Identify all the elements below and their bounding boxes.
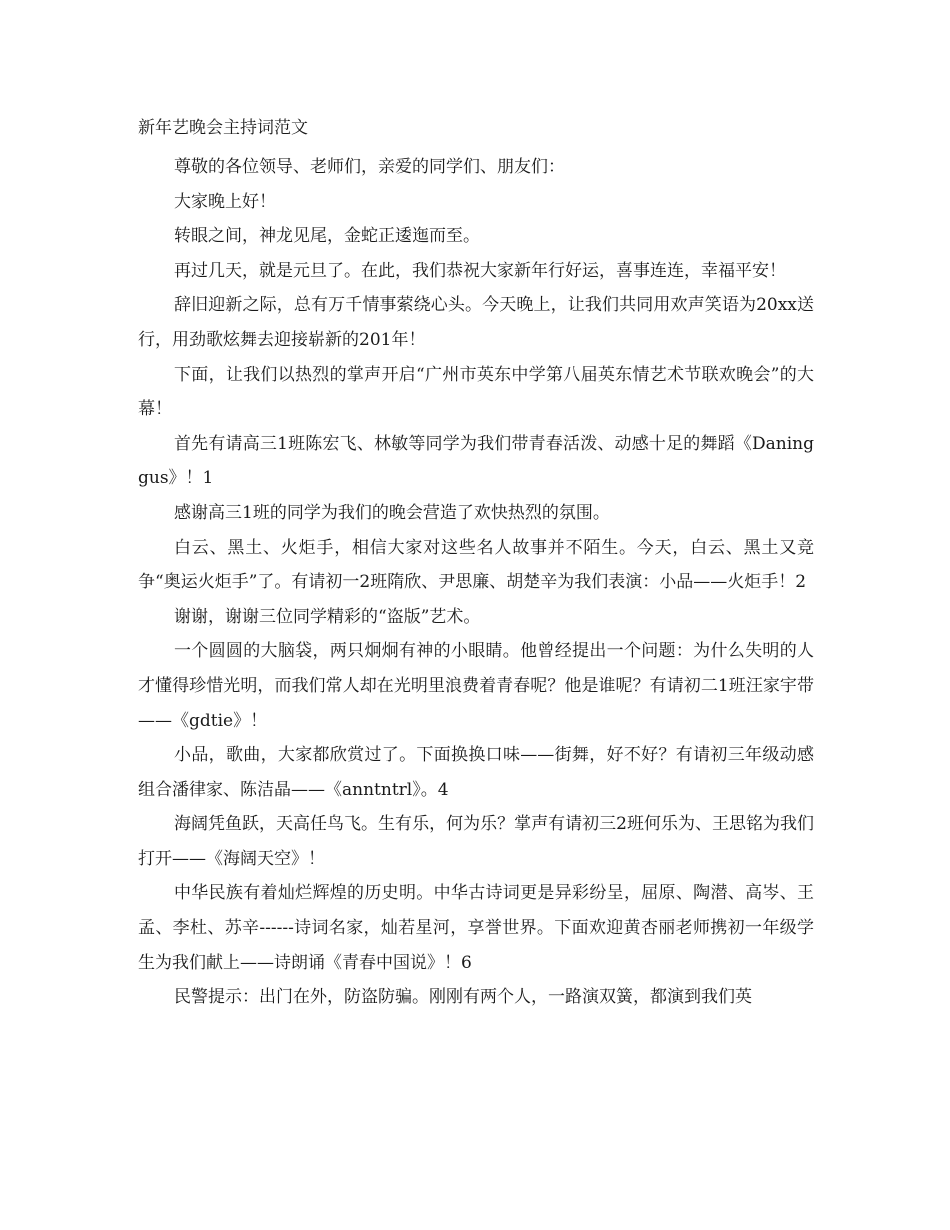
paragraph-farewell: 辞旧迎新之际，总有万千情事萦绕心头。今天晚上，让我们共同用欢声笑语为20xx送行，用劲歌炫舞去迎接崭新的201年！ <box>138 295 814 350</box>
paragraph-greeting: 尊敬的各位领导、老师们，亲爱的同学们、朋友们： <box>174 157 565 177</box>
paragraph-program-4: 小品，歌曲，大家都欣赏过了。下面换换口味——街舞，好不好？有请初三年级动感组合潘律家、陈洁晶——《anntntrl》。4 <box>138 745 814 800</box>
paragraph-opening: 下面，让我们以热烈的掌声开启“广州市英东中学第八届英东情艺术节联欢晚会”的大幕！ <box>138 364 814 420</box>
paragraph-thanks-2: 谢谢，谢谢三位同学精彩的“盗版”艺术。 <box>174 606 481 627</box>
paragraph-thanks-1: 感谢高三1班的同学为我们的晚会营造了欢快热烈的氛围。 <box>174 502 610 523</box>
paragraph-program-3: 一个圆圆的大脑袋，两只炯炯有神的小眼睛。他曾经提出一个问题：为什么失明的人才懂得珍惜光明，而我们常人却在光明里浪费着青春呢？他是谁呢？有请初二1班汪家宇带——《gdtie》！ <box>138 641 814 731</box>
paragraph-snake-year: 转眼之间，神龙见尾，金蛇正逶迤而至。 <box>174 226 480 247</box>
document-title: 新年艺晚会主持词范文 <box>138 118 308 138</box>
paragraph-program-5: 海阔凭鱼跃，天高任鸟飞。生有乐，何为乐？掌声有请初三2班何乐为、王思铭为我们打开——《海阔天空》！ <box>138 814 814 869</box>
paragraph-good-evening: 大家晚上好！ <box>174 191 276 212</box>
paragraph-new-year-wishes: 再过几天，就是元旦了。在此，我们恭祝大家新年行好运，喜事连连，幸福平安！ <box>174 260 786 281</box>
paragraph-program-2: 白云、黑土、火炬手，相信大家对这些名人故事并不陌生。今天，白云、黑土又竞争“奥运火炬手”了。有请初一2班隋欣、尹思廉、胡楚辛为我们表演：小品——火炬手！2 <box>138 537 814 593</box>
document-body <box>138 150 814 1015</box>
paragraph-police-tip: 民警提示：出门在外，防盗防骗。刚刚有两个人，一路演双簧，都演到我们英 <box>174 987 752 1008</box>
paragraph-program-1: 首先有请高三1班陈宏飞、林敏等同学为我们带青春活泼、动感十足的舞蹈《Daninggus》！1 <box>138 433 814 489</box>
paragraph-program-6: 中华民族有着灿烂辉煌的历史明。中华古诗词更是异彩纷呈，屈原、陶潜、高岑、王孟、李杜、苏辛------诗词名家，灿若星河，享誉世界。下面欢迎黄杏丽老师携初一年级学生为我们献上——诗朗诵《青春中国说》！6 <box>138 883 814 973</box>
